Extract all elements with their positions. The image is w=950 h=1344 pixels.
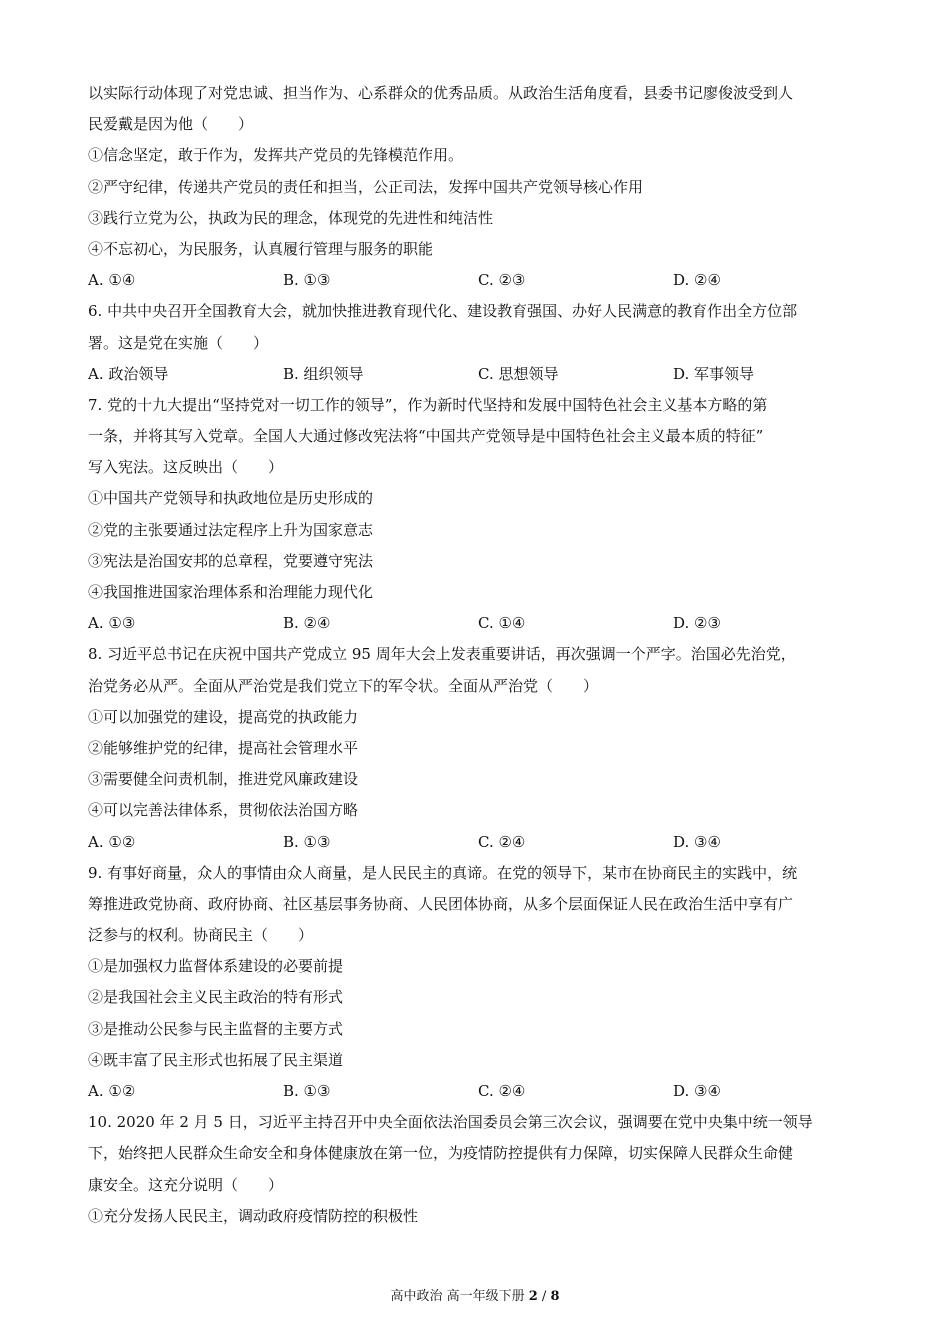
answer-option: A. ①②	[88, 1082, 136, 1100]
answer-option: A. ①④	[88, 271, 136, 290]
text-line: ③是推动公民参与民主监督的主要方式	[88, 1019, 344, 1038]
answer-options	[88, 359, 868, 390]
text-line: 署。这是党在实施（ ）	[88, 333, 269, 352]
text-line: 康安全。这充分说明（ ）	[88, 1175, 284, 1194]
text-line: 治党务必从严。全面从严治党是我们党立下的军令状。全面从严治党（ ）	[88, 676, 599, 695]
text-line: 9. 有事好商量，众人的事情由众人商量，是人民民主的真谛。在党的领导下，某市在协商民主的实践中，统	[88, 863, 798, 882]
answer-option: A. ①③	[88, 614, 136, 633]
answer-options	[88, 265, 868, 296]
text-line: ③需要健全问责机制，推进党风廉政建设	[88, 770, 359, 789]
text-line: ③践行立党为公，执政为民的理念，体现党的先进性和纯洁性	[88, 208, 494, 227]
text-line: ②党的主张要通过法定程序上升为国家意志	[88, 520, 374, 539]
answer-option: B. ①③	[283, 1082, 331, 1100]
footer-label: 高中政治 高一年级下册	[390, 1289, 529, 1304]
text-line: 10. 2020 年 2 月 5 日，习近平主持召开中央全面依法治国委员会第三次会议，强调要在党中央集中统一领导	[88, 1113, 813, 1132]
answer-option: C. ①④	[478, 614, 526, 633]
text-line: 民爱戴是因为他（ ）	[88, 115, 254, 134]
footer-page-total: 8	[550, 1289, 560, 1304]
text-line: ②能够维护党的纪律，提高社会管理水平	[88, 738, 359, 757]
text-line: ④不忘初心，为民服务，认真履行管理与服务的职能	[88, 239, 434, 258]
answer-option: C. ②④	[478, 832, 526, 851]
footer-page-current: 2	[528, 1289, 538, 1304]
text-line: ②严守纪律，传递共产党员的责任和担当，公正司法，发挥中国共产党领导核心作用	[88, 177, 644, 196]
answer-options	[88, 608, 868, 639]
text-line: 写入宪法。这反映出（ ）	[88, 458, 284, 477]
text-line: ④既丰富了民主形式也拓展了民主渠道	[88, 1050, 344, 1069]
text-line: ①充分发扬人民民主，调动政府疫情防控的积极性	[88, 1206, 419, 1225]
question-content	[88, 78, 868, 1232]
text-line: ②是我国社会主义民主政治的特有形式	[88, 988, 344, 1007]
text-line: ①可以加强党的建设，提高党的执政能力	[88, 707, 359, 726]
answer-option: D. ②④	[673, 271, 721, 290]
answer-option: B. ①③	[283, 271, 331, 290]
answer-option: C. 思想领导	[478, 364, 559, 383]
answer-option: D. ②③	[673, 614, 721, 633]
text-line: ①是加强权力监督体系建设的必要前提	[88, 957, 344, 976]
answer-option: B. 组织领导	[283, 364, 364, 383]
answer-options	[88, 1076, 868, 1107]
text-line: 7. 党的十九大提出“坚持党对一切工作的领导”，作为新时代坚持和发展中国特色社会主义基本方略的第	[88, 395, 768, 414]
text-line: 泛参与的权利。协商民主（ ）	[88, 926, 314, 945]
answer-option: B. ②④	[283, 614, 331, 633]
answer-option: B. ①③	[283, 832, 331, 851]
text-line: ①中国共产党领导和执政地位是历史形成的	[88, 489, 374, 508]
text-line: ④可以完善法律体系，贯彻依法治国方略	[88, 801, 359, 820]
page-footer	[0, 1288, 950, 1306]
text-line: 下，始终把人民群众生命安全和身体健康放在第一位，为疫情防控提供有力保障，切实保障人民群众生命健	[88, 1144, 794, 1163]
text-line: ③宪法是治国安邦的总章程，党要遵守宪法	[88, 551, 374, 570]
text-line: 8. 习近平总书记在庆祝中国共产党成立 95 周年大会上发表重要讲话，再次强调一个严字。治国必先治党，	[88, 645, 796, 664]
answer-option: D. 军事领导	[673, 364, 755, 383]
answer-option: A. 政治领导	[88, 364, 169, 383]
text-line: 以实际行动体现了对党忠诚、担当作为、心系群众的优秀品质。从政治生活角度看，县委书记廖俊波受到人	[88, 84, 794, 102]
text-line: 一条，并将其写入党章。全国人大通过修改宪法将“中国共产党领导是中国特色社会主义最本质的特征”	[88, 427, 764, 446]
answer-option: C. ②④	[478, 1082, 526, 1100]
text-line: 6. 中共中央召开全国教育大会，就加快推进教育现代化、建设教育强国、办好人民满意的教育作出全方位部	[88, 302, 798, 321]
text-line: 筹推进政党协商、政府协商、社区基层事务协商、人民团体协商，从多个层面保证人民在政治生活中享有广	[88, 894, 794, 913]
answer-option: A. ①②	[88, 832, 136, 851]
answer-option: D. ③④	[673, 832, 721, 851]
text-line: ①信念坚定，敢于作为，发挥共产党员的先锋模范作用。	[88, 146, 464, 165]
answer-options	[88, 827, 868, 858]
footer-separator: /	[537, 1289, 551, 1304]
answer-option: C. ②③	[478, 271, 526, 290]
text-line: ④我国推进国家治理体系和治理能力现代化	[88, 583, 374, 601]
answer-option: D. ③④	[673, 1082, 721, 1100]
